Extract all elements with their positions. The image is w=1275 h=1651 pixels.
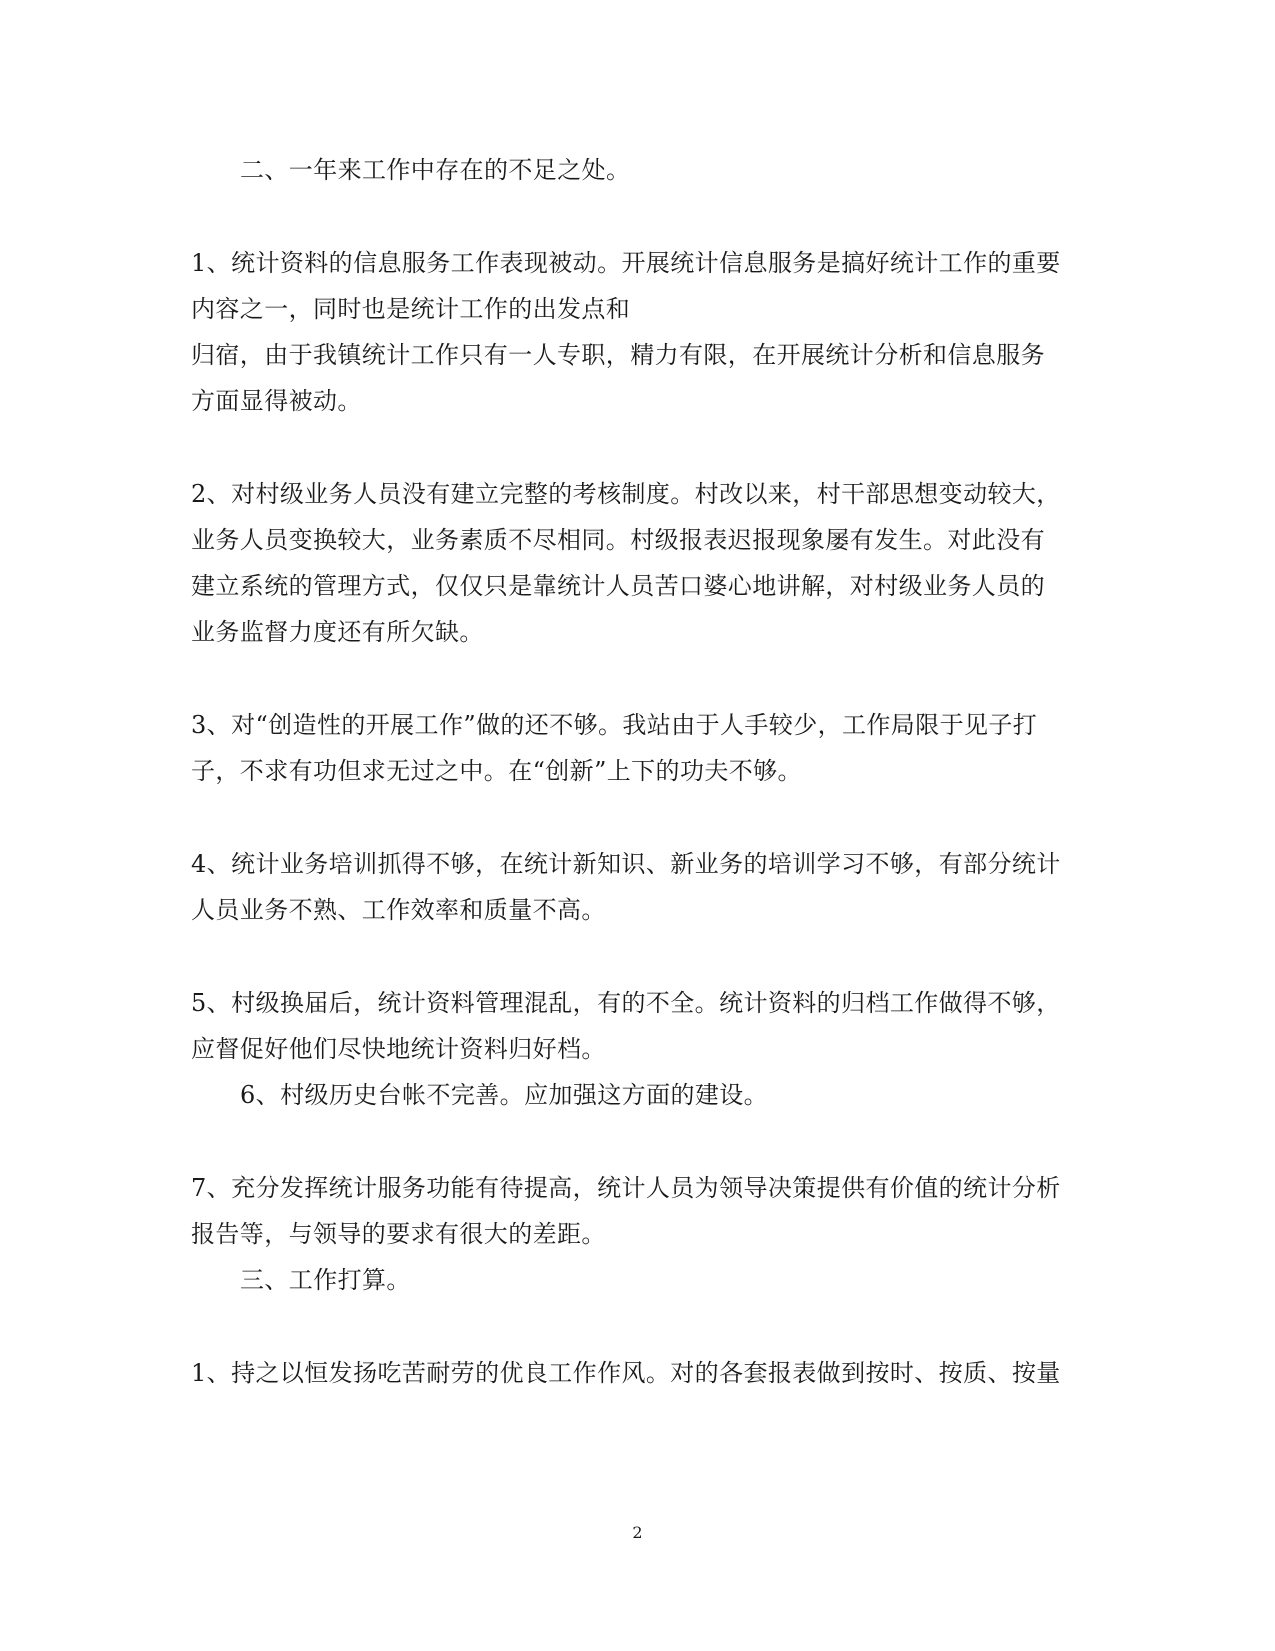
item-1-line-2: 内容之一，同时也是统计工作的出发点和 — [191, 295, 631, 323]
item-1-line-3: 归宿，由于我镇统计工作只有一人专职，精力有限，在开展统计分析和信息服务 — [191, 341, 1045, 369]
plan-1-line-1: 1、持之以恒发扬吃苦耐劳的优良工作作风。对的各套报表做到按时、按质、按量 — [191, 1359, 1061, 1387]
item-3-line-2: 子，不求有功但求无过之中。在“创新”上下的功夫不够。 — [191, 757, 802, 785]
item-4-line-1: 4、统计业务培训抓得不够，在统计新知识、新业务的培训学习不够，有部分统计 — [191, 850, 1061, 878]
item-2-line-2: 业务人员变换较大，业务素质不尽相同。村级报表迟报现象屡有发生。对此没有 — [191, 526, 1045, 554]
item-2-line-4: 业务监督力度还有所欠缺。 — [191, 618, 484, 646]
item-2-line-1: 2、对村级业务人员没有建立完整的考核制度。村改以来，村干部思想变动较大， — [191, 480, 1061, 508]
item-1-line-4: 方面显得被动。 — [191, 387, 362, 415]
item-1-line-1: 1、统计资料的信息服务工作表现被动。开展统计信息服务是搞好统计工作的重要 — [191, 249, 1061, 277]
item-4-line-2: 人员业务不熟、工作效率和质量不高。 — [191, 896, 606, 924]
section-heading-shortcomings: 二、一年来工作中存在的不足之处。 — [240, 156, 631, 184]
item-3-line-1: 3、对“创造性的开展工作”做的还不够。我站由于人手较少，工作局限于见子打 — [191, 711, 1038, 739]
item-7-line-2: 报告等，与领导的要求有很大的差距。 — [191, 1220, 606, 1248]
item-6-line-1: 6、村级历史台帐不完善。应加强这方面的建设。 — [240, 1081, 769, 1109]
page-number: 2 — [632, 1523, 643, 1542]
item-5-line-1: 5、村级换届后，统计资料管理混乱，有的不全。统计资料的归档工作做得不够， — [191, 989, 1061, 1017]
item-5-line-2: 应督促好他们尽快地统计资料归好档。 — [191, 1035, 606, 1063]
item-7-line-1: 7、充分发挥统计服务功能有待提高，统计人员为领导决策提供有价值的统计分析 — [191, 1174, 1061, 1202]
section-heading-work-plan: 三、工作打算。 — [240, 1266, 411, 1294]
item-2-line-3: 建立系统的管理方式，仅仅只是靠统计人员苦口婆心地讲解，对村级业务人员的 — [191, 572, 1045, 600]
